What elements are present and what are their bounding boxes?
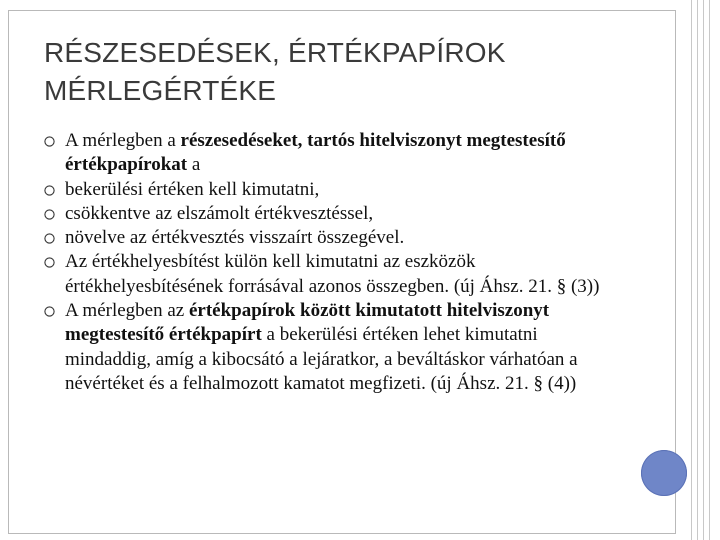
bullet-item — [44, 178, 624, 202]
slide-title-line-2: MÉRLEGÉRTÉKE — [44, 75, 277, 106]
bullet-text: növelve az értékvesztés visszaírt összegével. — [65, 227, 405, 249]
circle-outline-icon — [44, 136, 55, 147]
side-divider-line — [691, 0, 692, 540]
bullet-item — [44, 202, 624, 226]
bullet-text: a — [187, 154, 201, 176]
circle-outline-icon — [44, 233, 55, 244]
bullet-text: A mérlegben az — [65, 300, 189, 322]
slide-title-line-1: RÉSZESEDÉSEK, ÉRTÉKPAPÍROK — [44, 37, 506, 68]
circle-outline-icon — [44, 185, 55, 196]
bullet-text: bekerülési értéken kell kimutatni, — [65, 178, 320, 200]
accent-circle-decoration — [641, 450, 687, 496]
side-divider-line — [697, 0, 698, 540]
slide-title — [44, 34, 604, 110]
circle-outline-icon — [44, 257, 55, 268]
bullet-list — [44, 129, 624, 396]
bullet-text: A mérlegben a — [65, 130, 181, 151]
side-divider-line — [703, 0, 704, 540]
bullet-bold-text: részesedéseket, tartós hitelviszonyt megtestesítő értékpapírokat — [65, 130, 566, 176]
bullet-bold-text: értékpapírok között kimutatott hitelviszonyt megtestesítő értékpapírt — [65, 300, 550, 346]
bullet-item — [44, 250, 624, 299]
bullet-item — [44, 299, 624, 396]
side-divider-line — [709, 0, 710, 540]
bullet-item — [44, 226, 624, 250]
bullet-text: Az értékhelyesbítést külön kell kimutatni az eszközök értékhelyesbítésének forrásával azonos összegben. (új Áhsz. 21. § (3)) — [65, 251, 600, 297]
bullet-text: csökkentve az elszámolt értékvesztéssel, — [65, 202, 374, 224]
circle-outline-icon — [44, 306, 55, 317]
bullet-text: a bekerülési értéken lehet kimutatni mindaddig, amíg a kibocsátó a lejáratkor, a beváltáskor várhatóan a névértéket és a felhalmozott kamatot megfizeti. (új Áhsz. 21. § (4)) — [65, 324, 578, 394]
circle-outline-icon — [44, 209, 55, 220]
bullet-item — [44, 129, 624, 178]
